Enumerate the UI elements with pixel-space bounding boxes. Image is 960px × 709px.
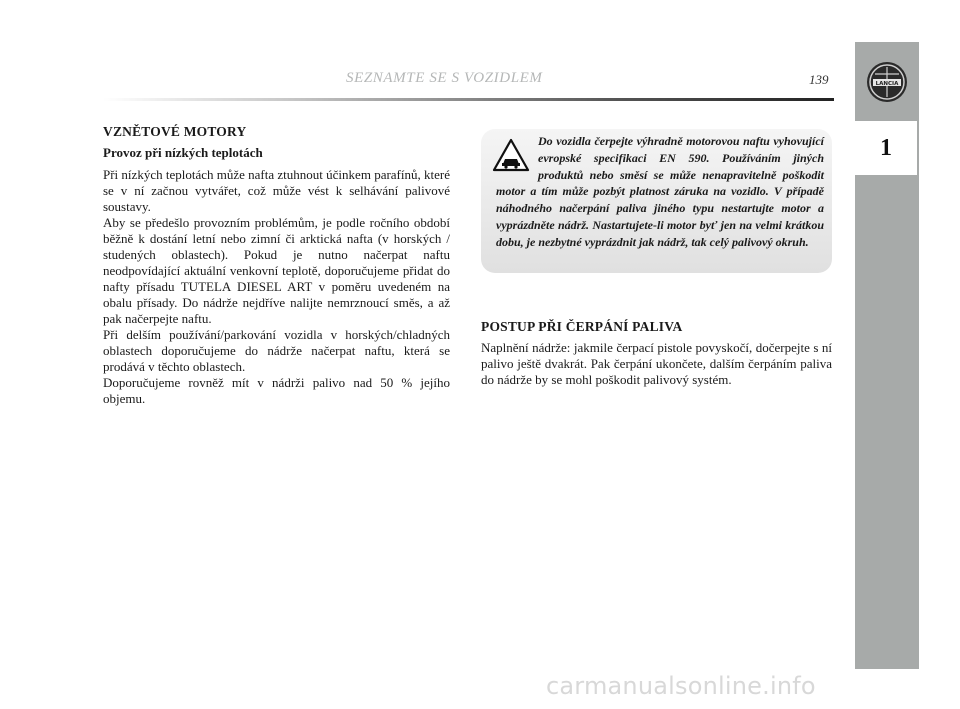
body-paragraph: Aby se předešlo provozním problémům, je podle ročního období běžně k dostání letní nebo zimní či arktická nafta (v horských / studených oblastech). Pokud je nutno načerpat naftu neodpovídající aktuální venkovní teplotě, doporučujeme přidat do nafty přísadu TUTELA DIESEL ART v poměru uvedeném na obalu přísady. Do nádrže nejdříve nalijte nemrznoucí směs, a až pak načerpejte naftu. xyxy=(103,215,450,326)
section-heading: POSTUP PŘI ČERPÁNÍ PALIVA xyxy=(481,319,683,334)
section-subheading: Provoz při nízkých teplotách xyxy=(103,145,263,160)
chapter-number: 1 xyxy=(880,134,892,161)
running-head: SEZNAMTE SE S VOZIDLEM xyxy=(346,70,543,86)
chapter-tab[interactable] xyxy=(855,121,919,175)
warning-text: Do vozidla čerpejte výhradně motorovou naftu vyhovující evropské specifikaci EN 590. Používáním jiných produktů nebo směsí se může nenapravitelně poškodit motor a tím může pozbýt platnost záruka na vozidlo. V případě náhodného načerpání paliva jiného typu nestartujte motor a vyprázdněte nádrž. Nastartujete-li motor byť jen na velmi krátkou dobu, je nezbytné vyprázdnit jak nádrž, tak celý palivový okruh. xyxy=(496,134,824,249)
body-paragraph: Naplnění nádrže: jakmile čerpací pistole povyskočí, dočerpejte s ní palivo ještě dvakrát. Pak čerpání ukončete, dalším čerpáním paliva do nádrže by se mohl poškodit palivový systém. xyxy=(481,340,832,387)
lancia-logo-icon xyxy=(866,61,908,103)
body-paragraph: Doporučujeme rovněž mít v nádrži palivo nad 50 % jejího objemu. xyxy=(103,375,450,406)
section-heading: VZNĚTOVÉ MOTORY xyxy=(103,124,247,139)
watermark: carmanualsonline.info xyxy=(546,672,816,700)
left-column xyxy=(103,124,450,407)
header-rule xyxy=(103,98,834,101)
page-number: 139 xyxy=(809,72,829,87)
body-paragraph: Při delším používání/parkování vozidla v horských/chladných oblastech doporučujeme do nádrže načerpat naftu, která se prodává v těchto oblastech. xyxy=(103,327,450,374)
logo-wordmark: LANCIA xyxy=(875,81,899,87)
right-column xyxy=(481,319,832,388)
body-paragraph: Při nízkých teplotách může nafta ztuhnout účinkem parafínů, které se v ní začnou vytvářet, což může vést k selhávání palivové soustavy. xyxy=(103,167,450,214)
